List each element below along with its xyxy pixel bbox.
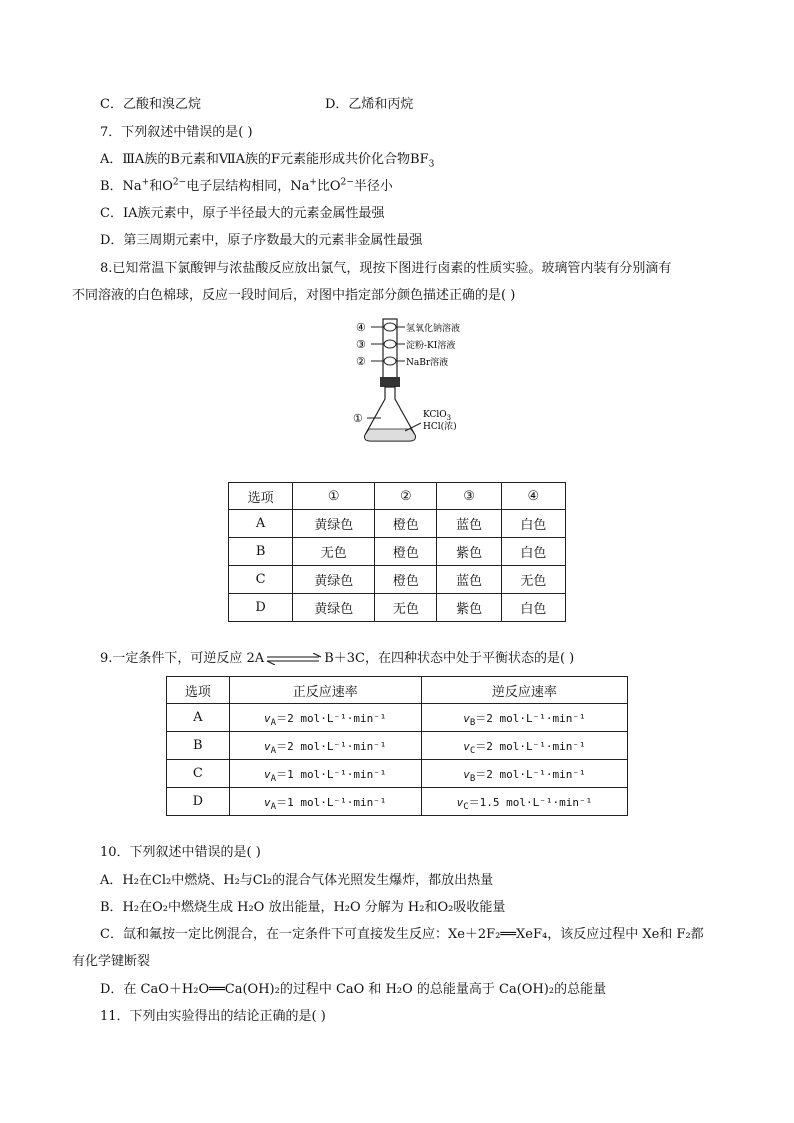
rate-symbol: v [264, 711, 271, 725]
rate-symbol: v [264, 795, 271, 809]
fig-label-2: ② [356, 355, 366, 368]
rate-value: ＝2 mol·L⁻¹·min⁻¹ [475, 711, 586, 725]
rate-symbol: v [456, 795, 464, 809]
rate-symbol: v [463, 711, 470, 725]
q9-opt: D [167, 788, 230, 816]
q7-option-a-text: A．ⅢA族的B元素和ⅦA族的F元素能形成共价化合物BF [100, 152, 429, 167]
q8-cell: 无色 [375, 594, 437, 622]
q7-option-a [100, 151, 434, 169]
q8-th: ③ [437, 483, 501, 510]
q7-b-part4: 比O [316, 179, 341, 194]
q8-answer-table [228, 482, 566, 622]
q10-option-d: D．在 CaO＋H₂O══Ca(OH)₂的过程中 CaO 和 H₂O 的总能量高于 Ca(OH)₂的总能量 [100, 982, 607, 997]
q8-cell: 橙色 [375, 566, 437, 594]
fig-label-4: ④ [356, 321, 366, 334]
rate-sub: A [270, 773, 277, 784]
rate-sub: B [469, 773, 476, 784]
q7-b-part1: B．Na [100, 179, 142, 194]
q9-th: 逆反应速率 [421, 677, 627, 704]
q7-option-b [100, 178, 393, 196]
rate-symbol: v [264, 767, 271, 781]
rate-sub: A [270, 801, 277, 812]
table-row [229, 510, 566, 538]
q8-cell: D [229, 594, 293, 622]
q8-cell: 紫色 [437, 538, 501, 566]
q8-table-header-row [229, 483, 566, 510]
rate-sub: A [270, 745, 277, 756]
q8-cell: B [229, 538, 293, 566]
q9-forward-rate [229, 732, 421, 760]
q8-cell: 蓝色 [437, 566, 501, 594]
table-row [229, 594, 566, 622]
table-row [167, 732, 628, 760]
fig-text-3: 淀粉-KI溶液 [406, 341, 456, 351]
table-row [167, 788, 628, 816]
q7-b-sup1: + [141, 177, 150, 188]
fig-text-4: 氢氧化钠溶液 [406, 324, 461, 334]
table-row [229, 566, 566, 594]
rate-value: ＝1 mol·L⁻¹·min⁻¹ [276, 795, 387, 809]
q8-apparatus-figure [345, 313, 500, 448]
q7-b-sup3: + [309, 177, 317, 188]
fig-reagent-2: HCl(浓) [423, 422, 457, 432]
q8-th: ④ [501, 483, 565, 510]
q8-th: 选项 [229, 483, 293, 510]
rate-value: ＝2 mol·L⁻¹·min⁻¹ [276, 739, 387, 753]
rate-value: ＝1 mol·L⁻¹·min⁻¹ [276, 767, 387, 781]
q8-cell: 白色 [501, 510, 565, 538]
q10-stem: 10．下列叙述中错误的是( ) [100, 845, 261, 860]
q8-cell: 黄绿色 [293, 594, 375, 622]
q9-reverse-rate [421, 760, 627, 788]
rate-sub: A [270, 717, 277, 728]
q8-cell: 橙色 [375, 510, 437, 538]
equilibrium-arrow-icon [265, 653, 323, 665]
rate-sub: C [463, 801, 469, 812]
q8-cell: 橙色 [375, 538, 437, 566]
q7-stem: 7．下列叙述中错误的是( ) [100, 125, 253, 140]
q9-th: 正反应速率 [229, 677, 421, 704]
q8-cell: 黄绿色 [293, 566, 375, 594]
q8-th: ② [375, 483, 437, 510]
table-row [167, 760, 628, 788]
q9-stem [100, 650, 574, 668]
fig-text-2: NaBr溶液 [406, 358, 449, 368]
q7-option-a-sub: 3 [428, 159, 435, 170]
fig-label-1: ① [353, 412, 363, 425]
q8-cell: 蓝色 [437, 510, 501, 538]
q10-option-c-line2: 有化学键断裂 [72, 954, 151, 969]
q8-cell: 紫色 [437, 594, 501, 622]
q7-b-part3: 电子层结构相同，Na [186, 179, 310, 194]
q8-stem-line1: 8.已知常温下氯酸钾与浓盐酸反应放出氯气，现按下图进行卤素的性质实验。玻璃管内装有分别滴有 [100, 261, 672, 276]
q9-forward-rate [229, 760, 421, 788]
q7-b-sup4: 2− [340, 177, 354, 188]
q7-option-c: C．ⅠA族元素中，原子半径最大的元素金属性最强 [100, 206, 385, 221]
q8-stem-line2: 不同溶液的白色棉球，反应一段时间后，对图中指定部分颜色描述正确的是( ) [72, 288, 516, 303]
rate-sub: C [469, 745, 476, 756]
rate-value: ＝2 mol·L⁻¹·min⁻¹ [475, 767, 586, 781]
q7-b-sup2: 2− [172, 177, 187, 188]
rate-symbol: v [463, 739, 470, 753]
table-row [229, 538, 566, 566]
q10-option-c-line1: C．氙和氟按一定比例混合，在一定条件下可直接发生反应：Xe＋2F₂══XeF₄，该反应过程中 Xe和 F₂都 [100, 927, 704, 942]
q9-stem-post: B＋3C，在四种状态中处于平衡状态的是( ) [324, 651, 575, 666]
q10-option-b: B．H₂在O₂中燃烧生成 H₂O 放出能量，H₂O 分解为 H₂和O₂吸收能量 [100, 900, 506, 915]
rate-value: ＝2 mol·L⁻¹·min⁻¹ [276, 711, 387, 725]
q9-opt: C [167, 760, 230, 788]
q9-rate-table [166, 676, 628, 816]
q9-reverse-rate [421, 788, 627, 816]
rate-value: ＝2 mol·L⁻¹·min⁻¹ [475, 739, 586, 753]
q8-cell: 黄绿色 [293, 510, 375, 538]
q8-cell: 白色 [501, 594, 565, 622]
q9-forward-rate [229, 704, 421, 732]
q8-cell: 无色 [501, 566, 565, 594]
q11-stem: 11．下列由实验得出的结论正确的是( ) [100, 1009, 326, 1024]
q7-option-d: D．第三周期元素中，原子序数最大的元素非金属性最强 [100, 233, 423, 248]
fig-reagent-1: KClO$_3$ [423, 410, 452, 422]
q7-b-part2: 和O [149, 179, 173, 194]
q9-opt: B [167, 732, 230, 760]
q8-cell: 无色 [293, 538, 375, 566]
fig-label-3: ③ [356, 338, 366, 351]
q8-cell: A [229, 510, 293, 538]
q9-reverse-rate [421, 732, 627, 760]
q9-table-header-row [167, 677, 628, 704]
q9-forward-rate [229, 788, 421, 816]
q9-opt: A [167, 704, 230, 732]
q6-option-c: C．乙酸和溴乙烷 [100, 97, 201, 112]
table-row [167, 704, 628, 732]
q10-option-a: A．H₂在Cl₂中燃烧、H₂与Cl₂的混合气体光照发生爆炸，都放出热量 [100, 873, 494, 888]
q9-stem-pre: 9.一定条件下，可逆反应 2A [100, 651, 265, 666]
rate-sub: B [469, 717, 476, 728]
q9-th: 选项 [167, 677, 230, 704]
q7-b-part5: 半径小 [353, 179, 393, 194]
rate-symbol: v [264, 739, 271, 753]
q8-th: ① [293, 483, 375, 510]
q8-cell: C [229, 566, 293, 594]
rate-value: ＝1.5 mol·L⁻¹·min⁻¹ [468, 795, 593, 809]
q8-cell: 白色 [501, 538, 565, 566]
q6-option-d: D．乙烯和丙烷 [325, 97, 414, 112]
rate-symbol: v [463, 767, 470, 781]
q9-reverse-rate [421, 704, 627, 732]
